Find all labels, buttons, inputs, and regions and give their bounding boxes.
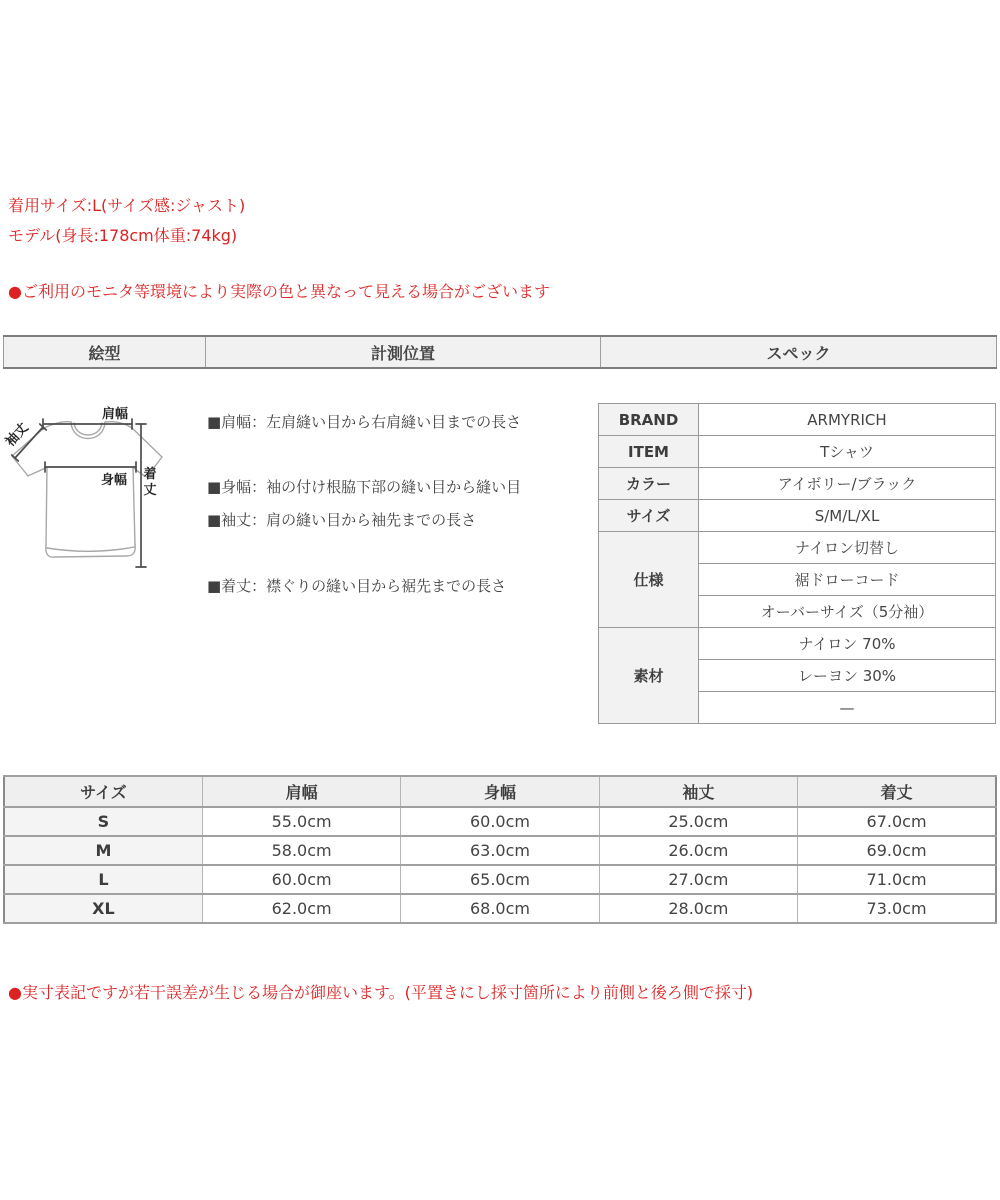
spec-value-material-1: ナイロン 70% [699, 628, 996, 660]
size-cell-label: S [4, 807, 202, 836]
size-row-m [4, 836, 996, 865]
tshirt-diagram-svg [2, 396, 174, 582]
measure-desc-width: ■身幅：袖の付け根脇下部の縫い目から縫い目 [207, 478, 522, 496]
band-header-measure-position: 計測位置 [206, 336, 601, 368]
measure-desc-sleeve: ■袖丈：肩の縫い目から袖先までの長さ [207, 511, 477, 529]
wear-info-block [8, 191, 245, 251]
size-cell-value: 65.0cm [401, 865, 599, 894]
spec-label-size: サイズ [599, 500, 699, 532]
spec-row-item [599, 436, 996, 468]
spec-row-brand [599, 404, 996, 436]
measure-desc-length: ■着丈：襟ぐりの縫い目から裾先までの長さ [207, 577, 507, 595]
size-cell-label: L [4, 865, 202, 894]
measurement-lines [12, 419, 146, 567]
spec-value-item: Tシャツ [699, 436, 996, 468]
size-cell-value: 27.0cm [599, 865, 797, 894]
band-header-drawing: 絵型 [4, 336, 206, 368]
size-chart-header-length: 着丈 [798, 776, 996, 807]
size-row-s [4, 807, 996, 836]
size-cell-value: 62.0cm [202, 894, 400, 923]
tshirt-measurement-diagram [2, 396, 174, 582]
size-cell-value: 26.0cm [599, 836, 797, 865]
spec-value-size: S/M/L/XL [699, 500, 996, 532]
size-cell-label: M [4, 836, 202, 865]
size-chart-header-width: 身幅 [401, 776, 599, 807]
spec-value-color: アイボリー/ブラック [699, 468, 996, 500]
shoulder-width-label: 肩幅 [101, 407, 129, 422]
spec-row-color [599, 468, 996, 500]
size-chart-header-row [4, 776, 996, 807]
spec-label-item: ITEM [599, 436, 699, 468]
tshirt-outline [12, 422, 162, 557]
size-cell-value: 68.0cm [401, 894, 599, 923]
measure-desc-shoulder: ■肩幅：左肩縫い目から右肩縫い目までの長さ [207, 413, 522, 431]
spec-row-feature-1 [599, 532, 996, 564]
size-cell-value: 55.0cm [202, 807, 400, 836]
garment-length-label-char1: 着 [143, 467, 157, 482]
model-info-text: モデル(身長:178cm体重:74kg) [8, 226, 238, 245]
size-cell-value: 73.0cm [798, 894, 996, 923]
size-chart-header-shoulder: 肩幅 [202, 776, 400, 807]
spec-table [598, 403, 996, 724]
spec-value-brand: ARMYRICH [699, 404, 996, 436]
band-header-spec: スペック [601, 336, 997, 368]
size-cell-value: 25.0cm [599, 807, 797, 836]
spec-value-material-3: — [699, 692, 996, 724]
size-row-xl [4, 894, 996, 923]
body-width-label: 身幅 [100, 473, 128, 488]
size-chart-header-size: サイズ [4, 776, 202, 807]
spec-row-material-1 [599, 628, 996, 660]
size-cell-value: 60.0cm [401, 807, 599, 836]
sleeve-length-label: 袖丈 [2, 420, 32, 450]
size-cell-value: 60.0cm [202, 865, 400, 894]
spec-label-material: 素材 [599, 628, 699, 724]
spec-label-feature: 仕様 [599, 532, 699, 628]
wear-size-text: 着用サイズ:L(サイズ感:ジャスト) [8, 196, 246, 215]
size-chart-header-sleeve: 袖丈 [599, 776, 797, 807]
size-cell-value: 28.0cm [599, 894, 797, 923]
spec-value-feature-1: ナイロン切替し [699, 532, 996, 564]
spec-value-feature-3: オーバーサイズ（5分袖） [699, 596, 996, 628]
spec-value-feature-2: 裾ドローコード [699, 564, 996, 596]
garment-length-label-char2: 丈 [143, 483, 157, 498]
spec-label-color: カラー [599, 468, 699, 500]
size-cell-value: 71.0cm [798, 865, 996, 894]
spec-value-material-2: レーヨン 30% [699, 660, 996, 692]
size-cell-value: 63.0cm [401, 836, 599, 865]
spec-row-size [599, 500, 996, 532]
size-cell-value: 67.0cm [798, 807, 996, 836]
spec-label-brand: BRAND [599, 404, 699, 436]
size-cell-value: 69.0cm [798, 836, 996, 865]
section-header-band [3, 335, 997, 369]
size-cell-label: XL [4, 894, 202, 923]
monitor-color-note: ●ご利用のモニタ等環境により実際の色と異なって見える場合がございます [8, 282, 550, 301]
size-cell-value: 58.0cm [202, 836, 400, 865]
measurement-disclaimer-note: ●実寸表記ですが若干誤差が生じる場合が御座います。(平置きにし採寸箇所により前側と後ろ側で採寸) [8, 983, 754, 1002]
size-row-l [4, 865, 996, 894]
size-chart-table [3, 775, 997, 924]
